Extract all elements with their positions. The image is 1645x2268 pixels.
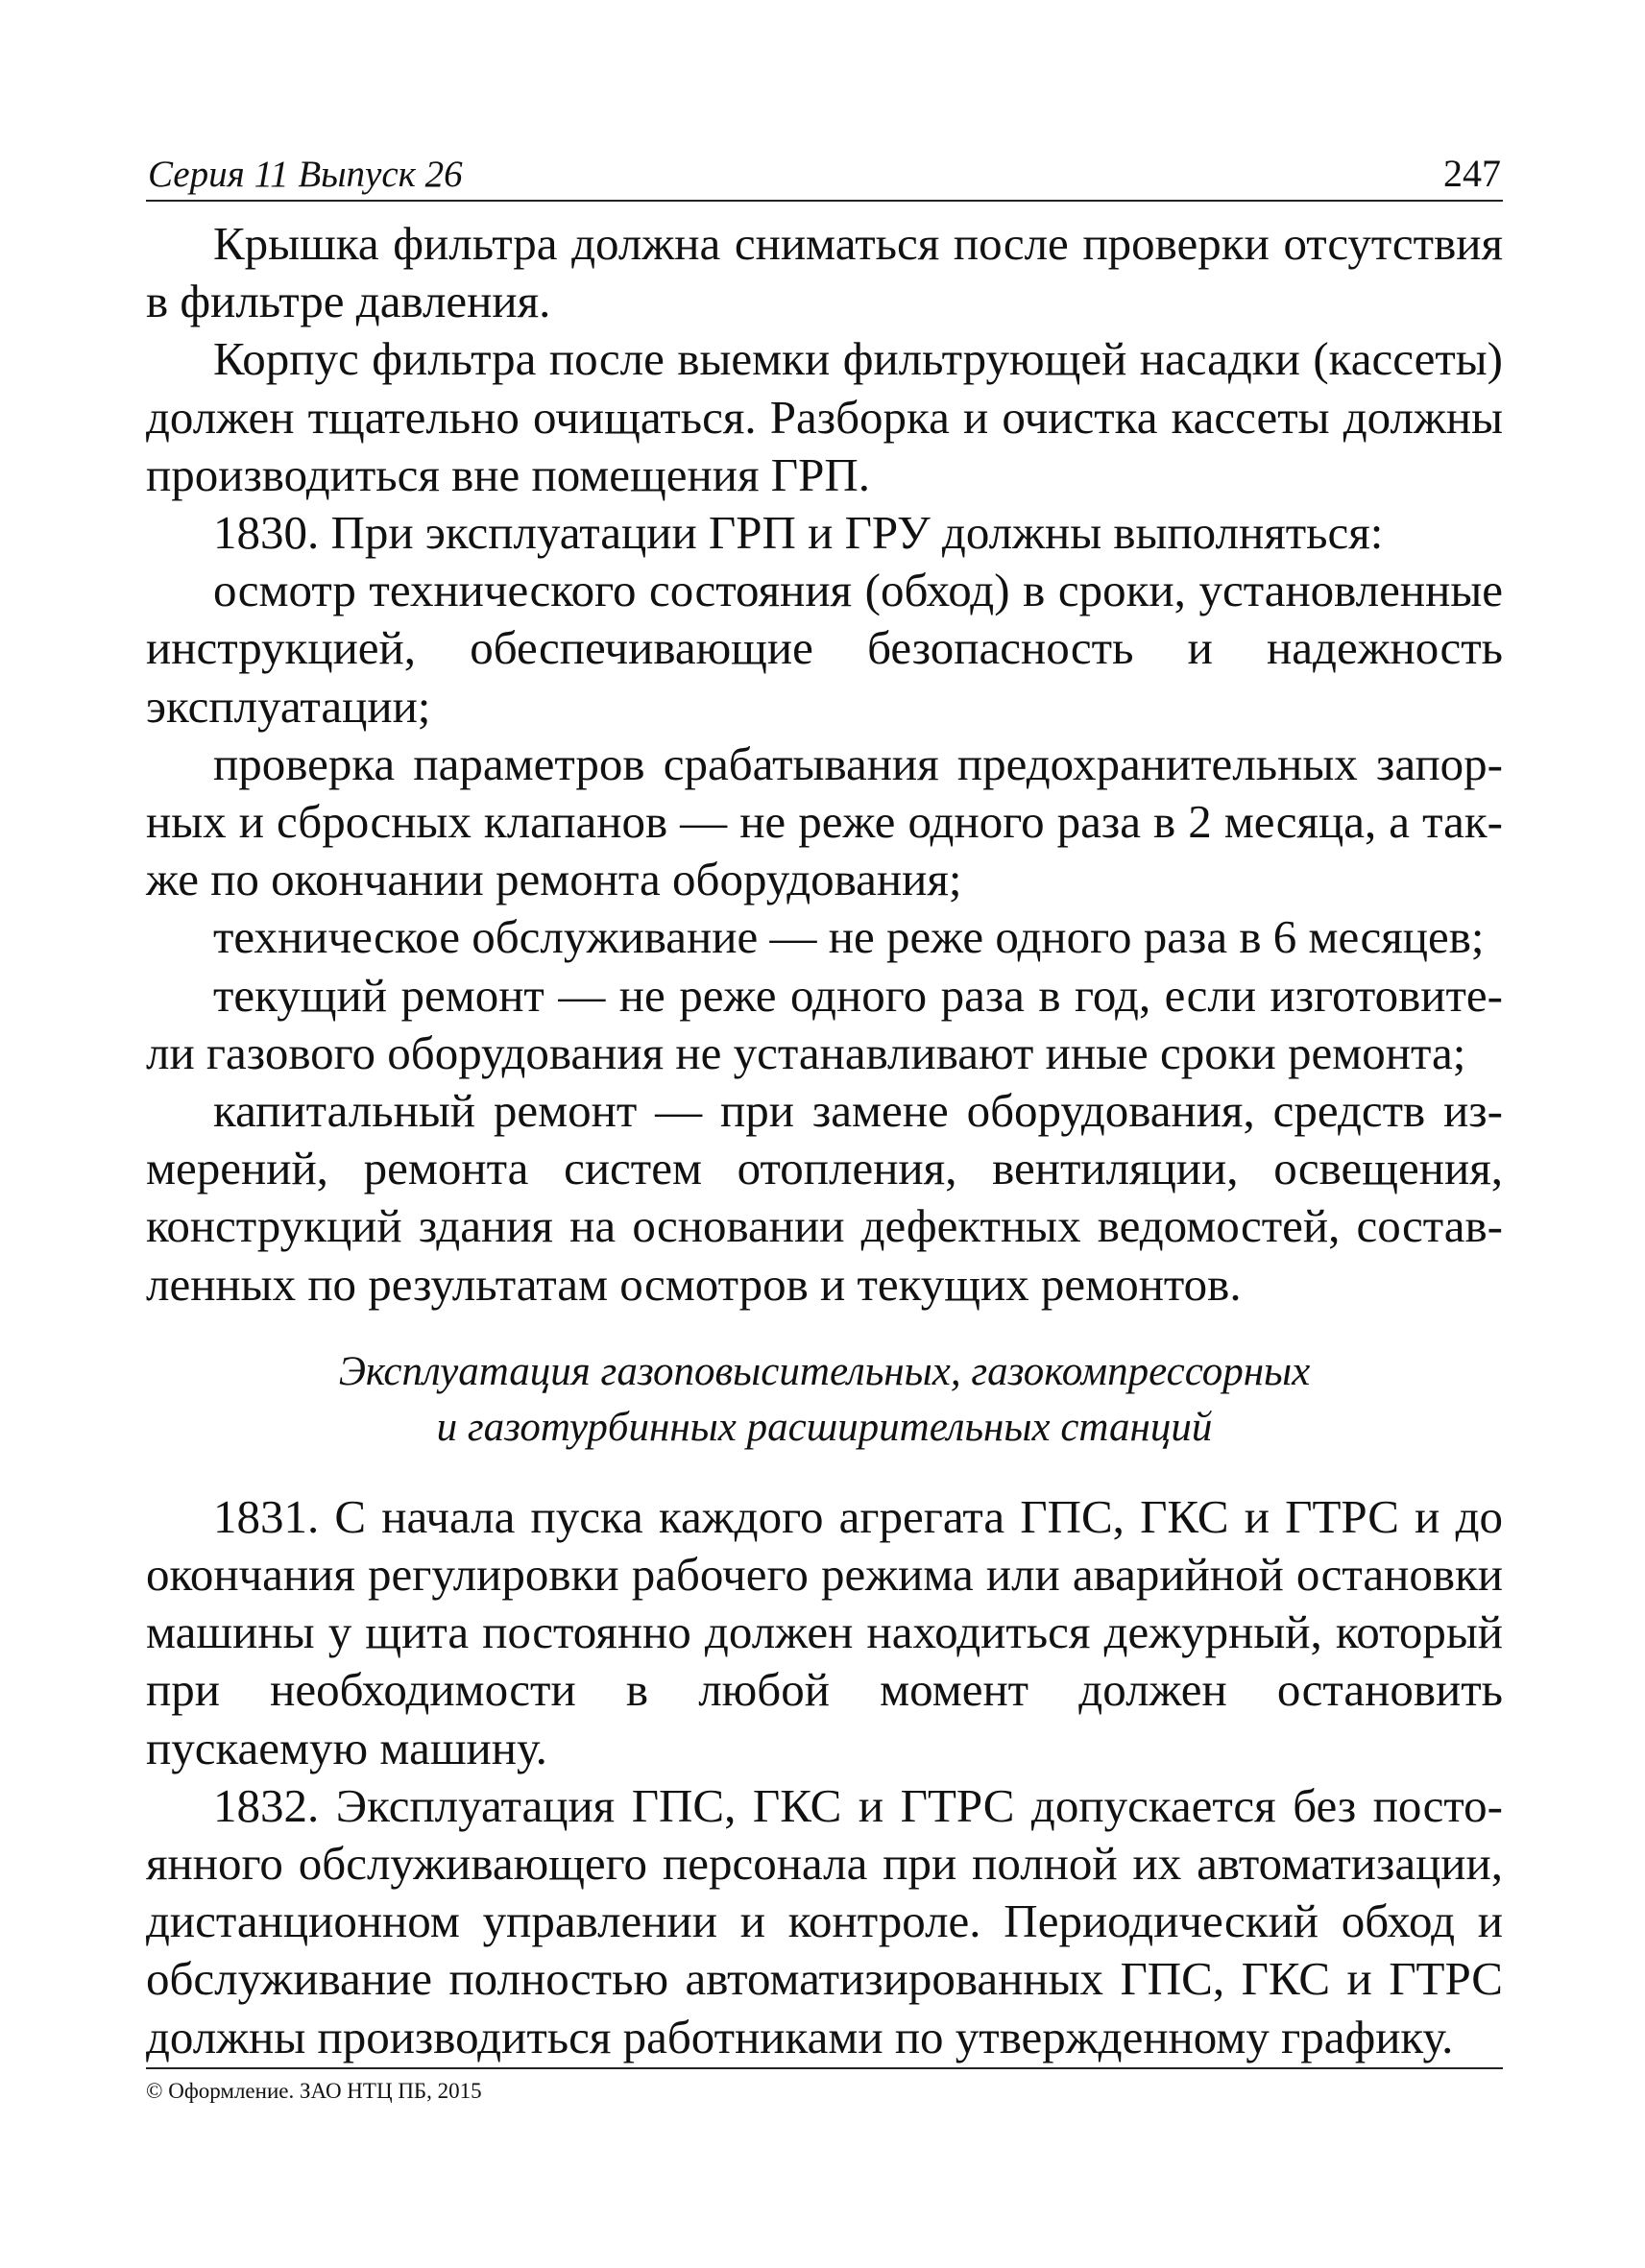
- list-item: текущий ремонт — не реже одного раза в год, если изготовители газового оборудования не устанавливают иные сроки ремонта;: [146, 968, 1503, 1079]
- page-number: 247: [1443, 152, 1501, 195]
- list-item: техническое обслуживание — не реже одного раза в 6 месяцев;: [213, 910, 1485, 964]
- section-heading: [146, 1344, 1503, 1456]
- list-item: капитальный ремонт — при замене оборудования, средств измерений, ремонта систем отопления, вентиляции, освещения, конструкций здания на основании дефектных ведомостей, составленных по результатам осмотров и текущих ремонтов.: [146, 1084, 1503, 1311]
- paragraph-item-1832: 1832. Эксплуатация ГПС, ГКС и ГТРС допускается без постоянного обслуживающего персонала при полной их автоматизации, дистанционном управлении и контроле. Периодический обход и обслуживание полностью автоматизированных ГПС, ГКС и ГТРС должны производиться работниками по утвержденному графику.: [146, 1778, 1503, 2063]
- footer: [146, 2067, 1503, 2104]
- paragraph-item-1830: 1830. При эксплуатации ГРП и ГРУ должны выполняться:: [213, 506, 1384, 560]
- document-page: [146, 144, 1503, 2066]
- paragraph: Корпус фильтра после выемки фильтрующей насадки (кассеты) должен тщательно очищаться. Разборка и очистка кассеты должны производиться вне помещения ГРП.: [146, 332, 1503, 501]
- paragraph-item-1831: 1831. С начала пуска каждого агрегата ГПС, ГКС и ГТРС и до окончания регулировки рабочего режима или аварийной остановки машины у щита постоянно должен находиться дежурный, который при необходимости в любой момент должен остановить пускаемую машину.: [146, 1489, 1503, 1774]
- section-heading-line: Эксплуатация газоповысительных, газокомпрессорных: [338, 1348, 1311, 1394]
- running-header: [146, 144, 1503, 202]
- paragraph: Крышка фильтра должна сниматься после проверки отсутствия в фильтре давления.: [146, 217, 1503, 328]
- list-item: осмотр технического состояния (обход) в сроки, установленные инструкцией, обеспечивающие безопасность и надежность эксплуатации;: [146, 564, 1503, 733]
- list-item: проверка параметров срабатывания предохранительных запорных и сбросных клапанов — не реже одного раза в 2 месяца, а также по окончании ремонта оборудования;: [146, 736, 1503, 906]
- series-title: Серия 11 Выпуск 26: [148, 154, 463, 195]
- copyright-notice: © Оформление. ЗАО НТЦ ПБ, 2015: [146, 2079, 482, 2103]
- section-heading-line: и газотурбинных расширительных станций: [436, 1404, 1213, 1450]
- body-text: [146, 215, 1503, 2066]
